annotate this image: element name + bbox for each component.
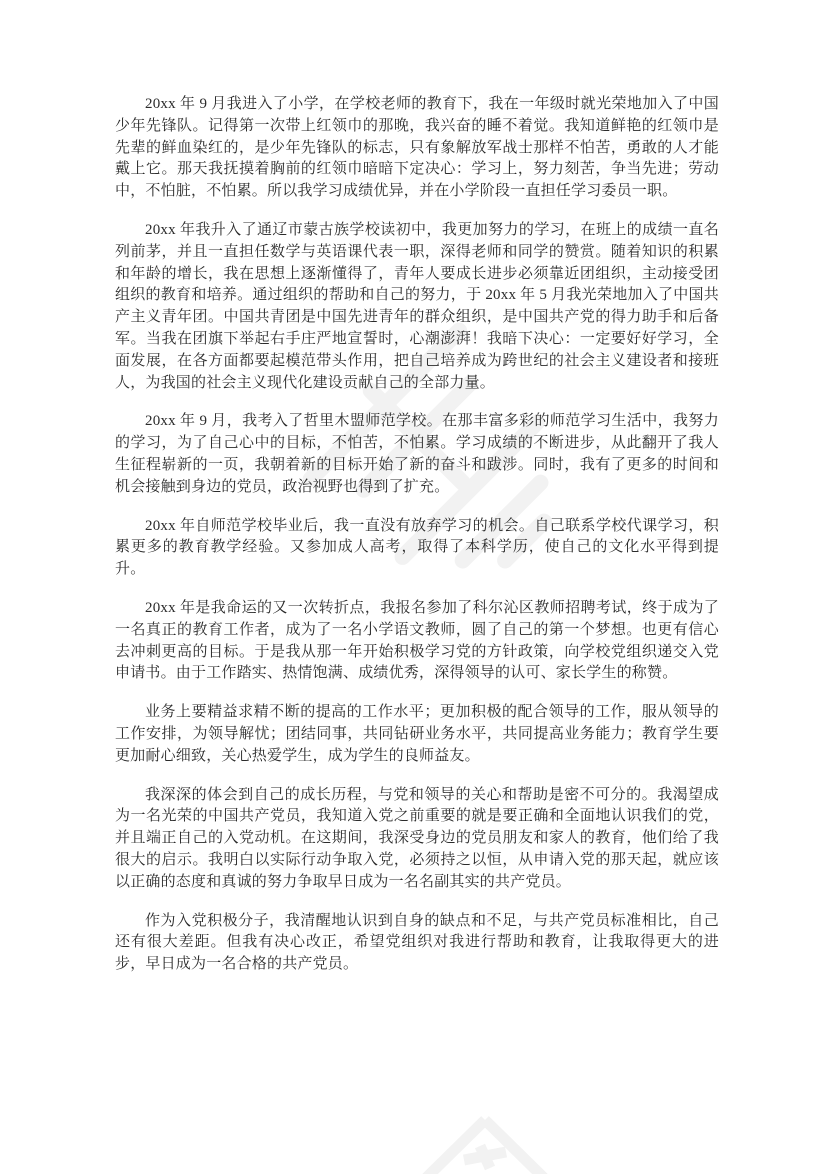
watermark-triangle-logo-icon (420, 1112, 550, 1174)
document-text (115, 94, 719, 993)
paragraph-1: 20xx 年 9 月我进入了小学，在学校老师的教育下，我在一年级时就光荣地加入了中国少年先锋队。记得第一次带上红领巾的那晚，我兴奋的睡不着觉。我知道鲜艳的红领巾是先辈的鲜血染红的，是少年先锋队的标志，只有象解放军战士那样不怕苦，勇敢的人才能戴上它。那天我抚摸着胸前的红领巾暗暗下定决心：学习上，努力刻苦，争当先进；劳动中，不怕脏，不怕累。所以我学习成绩优异，并在小学阶段一直担任学习委员一职。 (115, 96, 719, 200)
paragraph-2: 20xx 年我升入了通辽市蒙古族学校读初中，我更加努力的学习，在班上的成绩一直名列前茅，并且一直担任数学与英语课代表一职，深得老师和同学的赞赏。随着知识的积累和年龄的增长，我在思想上逐渐懂得了，青年人要成长进步必须靠近团组织，主动接受团组织的教育和培养。通过组织的帮助和自己的努力，于 20xx 年 5 月我光荣地加入了中国共产主义青年团。中国共青团是中国先进青年的群众组织，是中国共产党的得力助手和后备军。当我在团旗下举起右手庄严地宣誓时，心潮澎湃！我暗下决心：一定要好好学习，全面发展，在各方面都要起模范带头作用，把自己培养成为跨世纪的社会主义建设者和接班人，为我国的社会主义现代化建设贡献自己的全部力量。 (115, 221, 719, 391)
paragraph-3: 20xx 年 9 月，我考入了哲里木盟师范学校。在那丰富多彩的师范学习生活中，我努力的学习，为了自己心中的目标，不怕苦，不怕累。学习成绩的不断进步，从此翻开了我人生征程崭新的一页，我朝着新的目标开始了新的奋斗和跋涉。同时，我有了更多的时间和机会接触到身边的党员，政治视野也得到了扩充。 (115, 413, 719, 495)
paragraph-7: 我深深的体会到自己的成长历程，与党和领导的关心和帮助是密不可分的。我渴望成为一名光荣的中国共产党员，我知道入党之前重要的就是要正确和全面地认识我们的党，并且端正自己的入党动机。在这期间，我深受身边的党员朋友和家人的教育，他们给了我很大的启示。我明白以实际行动争取入党，必须持之以恒，从申请入党的那天起，就应该以正确的态度和真诚的努力争取早日成为一名名副其实的共产党员。 (115, 786, 719, 890)
paragraph-8: 作为入党积极分子，我清醒地认识到自身的缺点和不足，与共产党员标准相比，自己还有很大差距。但我有决心改正，希望党组织对我进行帮助和教育，让我取得更大的进步，早日成为一名合格的共产党员。 (115, 912, 719, 973)
paragraph-4: 20xx 年自师范学校毕业后，我一直没有放弃学习的机会。自己联系学校代课学习，积累更多的教育教学经验。又参加成人高考，取得了本科学历，使自己的文化水平得到提升。 (115, 517, 719, 578)
paragraph-5: 20xx 年是我命运的又一次转折点，我报名参加了科尔沁区教师招聘考试，终于成为了一名真正的教育工作者，成为了一名小学语文教师，圆了自己的第一个梦想。也更有信心去冲刺更高的目标。于是我从那一年开始积极学习党的方针政策，向学校党组织递交入党申请书。由于工作踏实、热情饱满、成绩优秀，深得领导的认可、家长学生的称赞。 (115, 599, 719, 682)
paragraph-6: 业务上要精益求精不断的提高的工作水平；更加积极的配合领导的工作，服从领导的工作安排，为领导解忧；团结同事，共同钻研业务水平，共同提高业务能力；教育学生要更加耐心细致，关心热爱学生，成为学生的良师益友。 (115, 704, 719, 764)
